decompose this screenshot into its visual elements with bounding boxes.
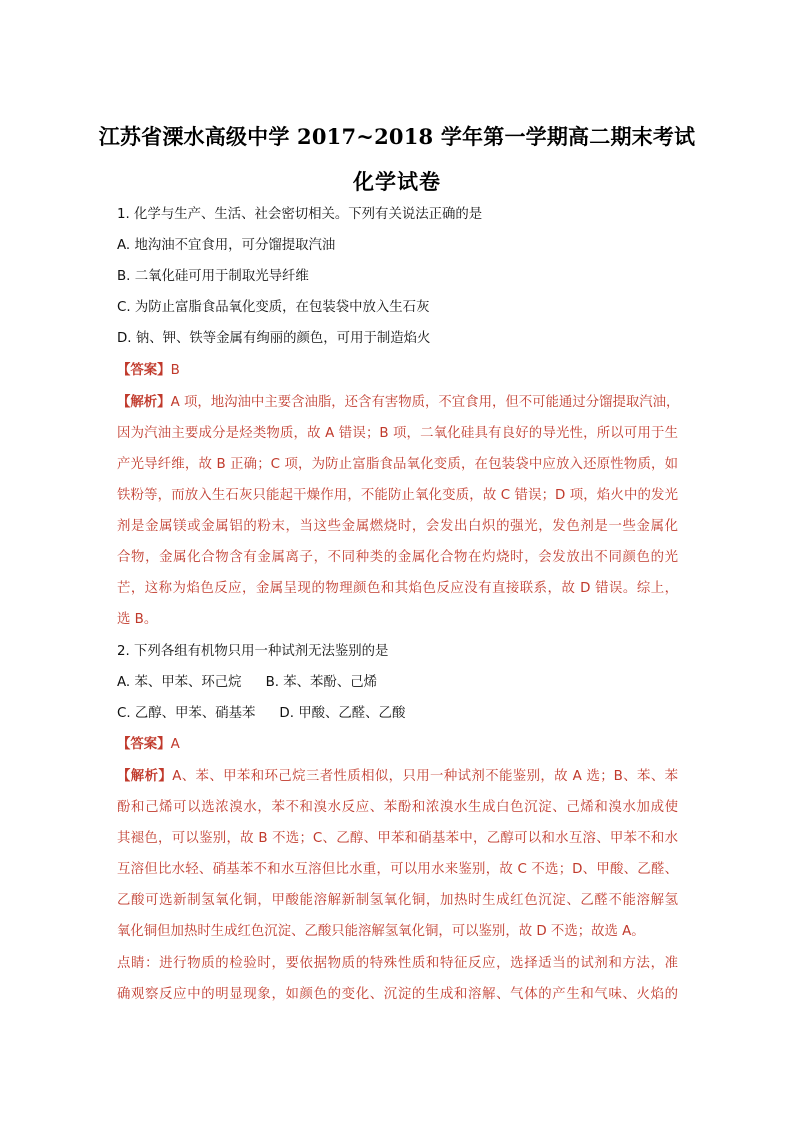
q1-analysis-line: 合物，金属化合物含有金属离子，不同种类的金属化合物在灼烧时，会发放出不同颜色的光	[117, 550, 678, 565]
q2-answer-value: A	[170, 737, 180, 752]
q1-analysis-line: 芒，这称为焰色反应，金属呈现的物理颜色和其焰色反应没有直接联系，故 D 错误。综上，	[117, 581, 678, 596]
q2-options-cd	[117, 705, 405, 723]
q1-option-a: A. 地沟油不宜食用，可分馏提取汽油	[117, 238, 336, 253]
q2-analysis-line: 酚和己烯可以选浓溴水，苯不和溴水反应、苯酚和浓溴水生成白色沉淀、己烯和溴水加成使	[117, 800, 678, 815]
q1-analysis-line: 因为汽油主要成分是烃类物质，故 A 错误；B 项，二氧化硅具有良好的导光性，所以可用于生	[117, 426, 678, 441]
q2-option-a: A. 苯、甲苯、环己烷	[117, 675, 242, 690]
q2-answer	[117, 736, 180, 754]
q1-option-c: C. 为防止富脂食品氧化变质，在包装袋中放入生石灰	[117, 300, 430, 315]
q1-option-b: B. 二氧化硅可用于制取光导纤维	[117, 269, 309, 284]
q1-answer	[117, 362, 180, 380]
q2-tip-line: 确观察反应中的明显现象，如颜色的变化、沉淀的生成和溶解、气体的产生和气味、火焰的	[117, 987, 678, 1002]
q2-option-c: C. 乙醇、甲苯、硝基苯	[117, 706, 256, 721]
q2-options-ab	[117, 674, 377, 692]
q2-analysis-line: 互溶但比水轻、硝基苯不和水互溶但比水重，可以用水来鉴别，故 C 不选；D、甲酸、乙醛、	[117, 862, 678, 877]
q2-analysis-line: 乙酸可选新制氢氧化铜，甲酸能溶解新制氢氧化铜，加热时生成红色沉淀、乙醛不能溶解氢	[117, 893, 678, 908]
q1-analysis-line: 剂是金属镁或金属铝的粉末，当这些金属燃烧时，会发出白炽的强光，发色剂是一些金属化	[117, 519, 678, 534]
q2-option-b: B. 苯、苯酚、己烯	[265, 675, 377, 690]
q1-stem: 1. 化学与生产、生活、社会密切相关。下列有关说法正确的是	[117, 207, 483, 222]
q2-tip-line	[117, 955, 678, 973]
q2-stem: 2. 下列各组有机物只用一种试剂无法鉴别的是	[117, 644, 389, 659]
q1-analysis-line: 选 B。	[117, 612, 158, 627]
q2-answer-tag: 【答案】	[117, 737, 171, 752]
q1-analysis-text: A 项，地沟油中主要含油脂，还含有害物质，不宜食用，但不可能通过分馏提取汽油，	[170, 395, 680, 410]
q2-analysis-line: 氧化铜但加热时生成红色沉淀、乙酸只能溶解氢氧化铜，可以鉴别，故 D 不选；故选 A。	[117, 924, 645, 939]
q2-analysis-tag: 【解析】	[117, 769, 173, 784]
q2-option-d: D. 甲酸、乙醛、乙酸	[279, 706, 406, 721]
q1-answer-value: B	[170, 363, 180, 378]
q1-analysis-tag: 【解析】	[117, 395, 171, 410]
exam-subtitle: 化学试卷	[353, 169, 441, 194]
q1-analysis-line: 产光导纤维，故 B 正确；C 项，为防止富脂食品氧化变质，在包装袋中应放入还原性物质，如	[117, 457, 678, 472]
q2-analysis-text: A、苯、甲苯和环己烷三者性质相似，只用一种试剂不能鉴别，故 A 选；B、苯、苯	[172, 769, 678, 784]
q1-option-d: D. 钠、钾、铁等金属有绚丽的颜色，可用于制造焰火	[117, 331, 431, 346]
q2-tip-text: 进行物质的检验时，要依据物质的特殊性质和特征反应，选择适当的试剂和方法，准	[159, 956, 678, 971]
q1-answer-tag: 【答案】	[117, 363, 171, 378]
q2-analysis-line	[117, 768, 678, 786]
exam-title: 江苏省溧水高级中学 2017~2018 学年第一学期高二期末考试	[98, 124, 696, 149]
q2-tip-tag: 点睛：	[117, 956, 160, 971]
q1-analysis-line: 铁粉等，而放入生石灰只能起干燥作用，不能防止氧化变质，故 C 错误；D 项，焰火中的发光	[117, 488, 678, 503]
q2-analysis-line: 其褪色，可以鉴别，故 B 不选；C、乙醇、甲苯和硝基苯中，乙醇可以和水互溶、甲苯不和水	[117, 831, 678, 846]
q1-analysis-line	[117, 394, 678, 412]
